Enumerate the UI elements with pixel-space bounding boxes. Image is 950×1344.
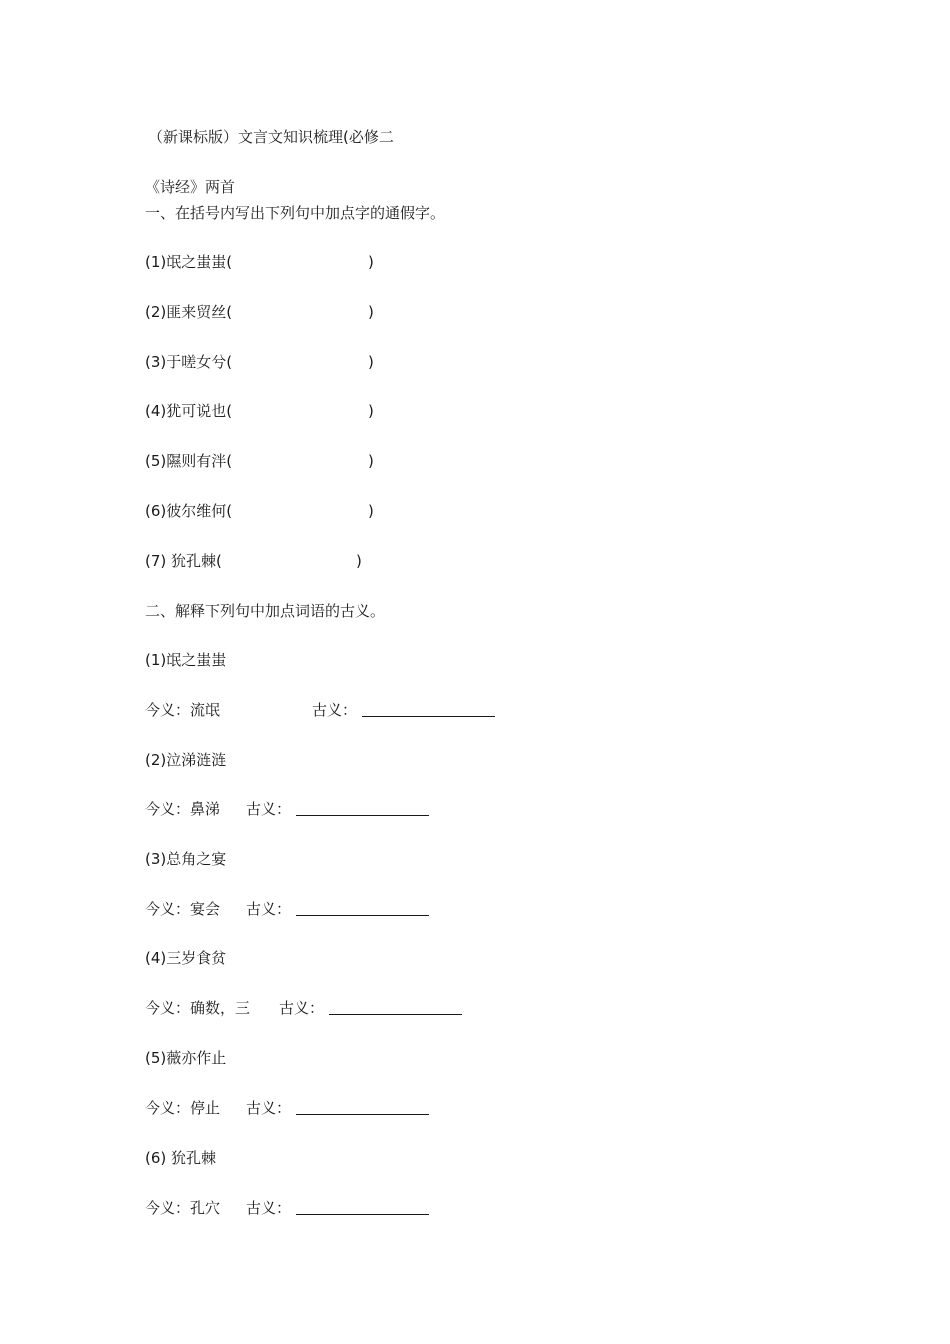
part2-item-4-phrase: (4)三岁食贫 [145,949,227,967]
part2-item-4-ancient-label: 古义： [279,999,325,1017]
part2-item-1-answer-blank[interactable] [362,701,495,717]
part2-item-5-phrase: (5)薇亦作止 [145,1049,227,1067]
part2-item-2-modern: 今义：鼻涕 [145,800,221,818]
part1-item-2: (2)匪来贸丝( [145,303,233,321]
part2-item-2-phrase: (2)泣涕涟涟 [145,751,227,769]
part1-item-5: (5)隰则有泮( [145,452,233,470]
part2-item-3-phrase: (3)总角之宴 [145,850,227,868]
section-heading: 《诗经》两首 [145,178,236,196]
part1-item-7: (7) 狁孔棘( [145,552,222,570]
part2-item-6-modern: 今义：孔穴 [145,1199,221,1217]
part1-instruction: 一、在括号内写出下列句中加点字的通假字。 [145,204,446,222]
part2-item-6-ancient-label: 古义： [246,1199,292,1217]
part2-item-5-modern: 今义：停止 [145,1099,221,1117]
document-title: （新课标版）文言文知识梳理(必修二 [148,128,394,146]
part1-item-2-close: ) [368,303,374,321]
part2-item-2-ancient-label: 古义： [246,800,292,818]
part1-item-7-close: ) [356,552,362,570]
part1-item-5-close: ) [368,452,374,470]
part2-item-3-ancient-label: 古义： [246,900,292,918]
part2-item-3-answer-blank[interactable] [296,900,429,916]
part2-instruction: 二、解释下列句中加点词语的古义。 [145,602,386,620]
part2-item-3-modern: 今义：宴会 [145,900,221,918]
part1-item-6-close: ) [368,502,374,520]
part2-item-5-ancient-label: 古义： [246,1099,292,1117]
part1-item-6: (6)彼尔维何( [145,502,233,520]
part2-item-6-answer-blank[interactable] [296,1199,429,1215]
part2-item-1-modern: 今义：流氓 [145,701,221,719]
part1-item-4-close: ) [368,402,374,420]
part1-item-3-close: ) [368,353,374,371]
part2-item-6-phrase: (6) 狁孔棘 [145,1149,217,1167]
part2-item-2-answer-blank[interactable] [296,800,429,816]
part1-item-3: (3)于嗟女兮( [145,353,233,371]
part2-item-4-modern: 今义：确数，三 [145,999,251,1017]
part1-item-4: (4)犹可说也( [145,402,233,420]
part2-item-1-ancient-label: 古义： [312,701,358,719]
part2-item-1-phrase: (1)氓之蚩蚩 [145,651,227,669]
part1-item-1-close: ) [368,253,374,271]
part2-item-4-answer-blank[interactable] [329,999,462,1015]
part2-item-5-answer-blank[interactable] [296,1099,429,1115]
part1-item-1: (1)氓之蚩蚩( [145,253,233,271]
